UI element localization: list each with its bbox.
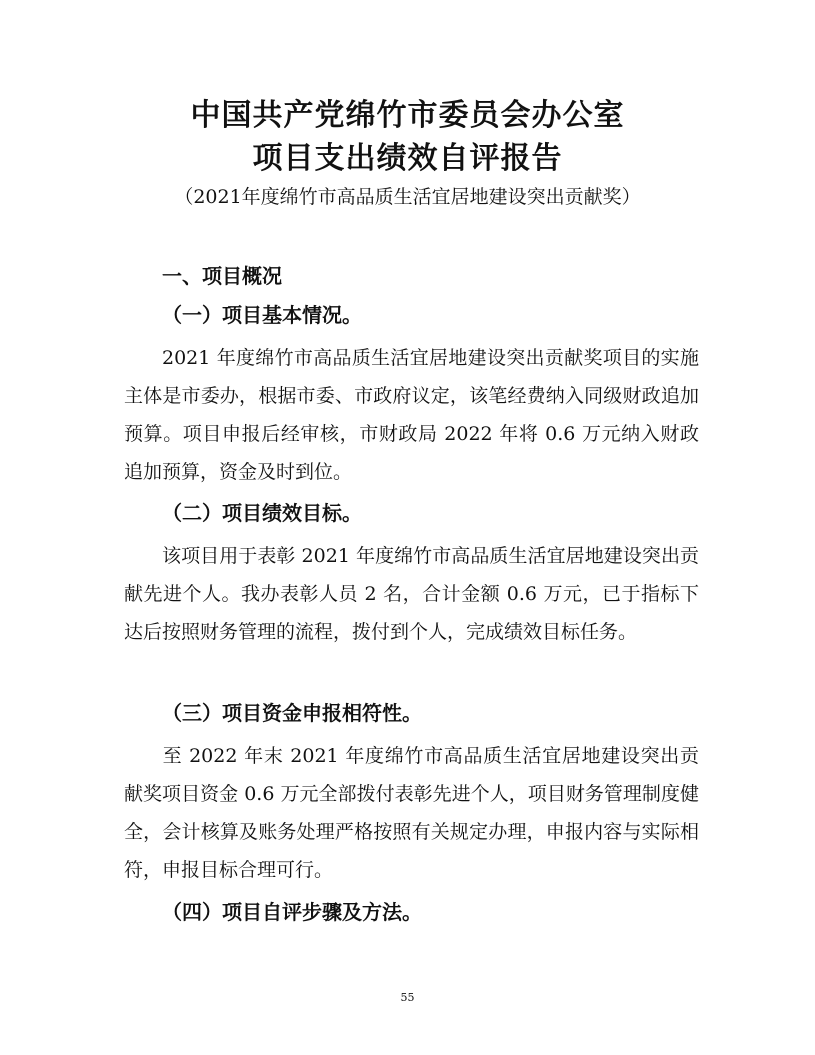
- subsection-heading-fund-conformity: （三）项目资金申报相符性。: [162, 701, 422, 725]
- page-number: 55: [400, 991, 415, 1004]
- paragraph-fund-conformity-text: 至 2022 年末 2021 年度绵竹市高品质生活宜居地建设突出贡献奖项目资金 0.6 万元全部拨付表彰先进个人，项目财务管理制度健全，会计核算及账务处理严格按照有关规定办理，申报内容与实际相符，申报目标合理可行。: [124, 745, 699, 881]
- document-title-line1: 中国共产党绵竹市委员会办公室: [190, 98, 625, 133]
- paragraph-basic-info: [124, 339, 699, 491]
- subsection-heading-performance-target: （二）项目绩效目标。: [162, 501, 362, 525]
- paragraph-basic-info-text: 2021 年度绵竹市高品质生活宜居地建设突出贡献奖项目的实施主体是市委办，根据市委、市政府议定，该笔经费纳入同级财政追加预算。项目申报后经审核，市财政局 2022 年将 0.6 万元纳入财政追加预算，资金及时到位。: [124, 347, 699, 483]
- subsection-heading-basic-info: （一）项目基本情况。: [162, 303, 362, 327]
- paragraph-performance-target: [124, 537, 699, 651]
- section-heading-overview: 一、项目概况: [162, 264, 282, 288]
- subsection-heading-self-evaluation: （四）项目自评步骤及方法。: [162, 900, 422, 924]
- paragraph-fund-conformity: [124, 737, 699, 889]
- document-title-line2: 项目支出绩效自评报告: [252, 141, 563, 176]
- document-subtitle: （2021年度绵竹市高品质生活宜居地建设突出贡献奖）: [174, 186, 641, 208]
- paragraph-performance-target-text: 该项目用于表彰 2021 年度绵竹市高品质生活宜居地建设突出贡献先进个人。我办表彰人员 2 名，合计金额 0.6 万元，已于指标下达后按照财务管理的流程，拨付到个人，完成绩效目标任务。: [124, 545, 699, 643]
